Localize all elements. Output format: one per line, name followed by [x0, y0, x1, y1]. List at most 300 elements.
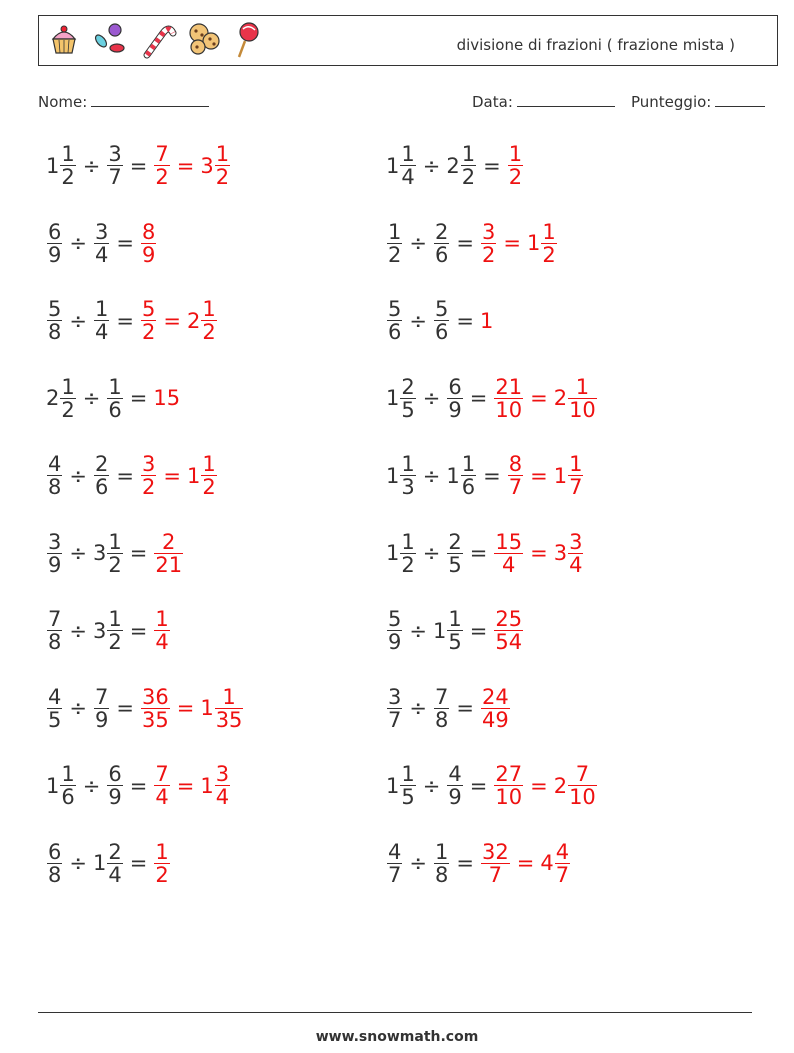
denominator: 21	[155, 552, 183, 577]
divide-sign: ÷	[69, 618, 87, 643]
denominator: 2	[202, 475, 216, 499]
numerator: 1	[202, 452, 216, 476]
numerator: 1	[434, 839, 449, 864]
whole-number: 1	[446, 463, 460, 488]
problem-item	[386, 763, 598, 825]
denominator: 8	[48, 862, 62, 887]
equals-sign: =	[163, 308, 181, 333]
fraction	[447, 531, 462, 576]
whole-number: 2	[46, 386, 60, 410]
numerator: 1	[61, 142, 75, 166]
whole-number: 2	[553, 773, 568, 798]
denominator: 6	[434, 320, 449, 344]
denominator: 7	[569, 475, 583, 499]
denominator: 2	[61, 397, 75, 422]
fraction	[215, 763, 230, 808]
divide-sign: ÷	[409, 308, 427, 333]
answer	[140, 452, 218, 499]
numerator: 36	[141, 684, 169, 709]
denominator: 2	[388, 242, 402, 267]
equals-sign: =	[116, 696, 134, 720]
numerator: 5	[48, 297, 62, 321]
numerator: 6	[448, 374, 462, 399]
problem-item	[46, 221, 157, 283]
answer	[153, 839, 170, 887]
fraction	[434, 221, 449, 266]
numerator: 32	[481, 839, 509, 864]
denominator: 49	[481, 707, 509, 732]
problem-item	[46, 298, 218, 360]
candy-icon	[93, 21, 129, 59]
numerator: 3	[48, 529, 62, 554]
numerator: 7	[434, 684, 449, 709]
numerator: 4	[448, 762, 462, 786]
denominator: 2	[61, 165, 75, 189]
denominator: 6	[94, 475, 109, 499]
score-field	[631, 93, 765, 111]
denominator: 35	[141, 707, 169, 732]
fraction	[461, 453, 476, 498]
denominator: 9	[448, 397, 462, 422]
fraction	[555, 841, 570, 886]
numerator: 1	[61, 374, 75, 399]
denominator: 8	[48, 320, 62, 344]
fraction	[107, 376, 122, 421]
whole-number: 1	[386, 541, 400, 565]
divide-sign: ÷	[82, 773, 101, 798]
numerator: 2	[401, 374, 415, 399]
equals-sign: =	[456, 231, 474, 255]
numerator: 2	[434, 219, 449, 244]
denominator: 3	[401, 475, 415, 499]
denominator: 4	[215, 785, 230, 809]
denominator: 2	[202, 320, 216, 344]
equals-sign: =	[456, 696, 474, 720]
numerator: 1	[448, 607, 462, 631]
score-blank	[715, 105, 765, 107]
denominator: 6	[388, 320, 402, 344]
numerator: 4	[388, 839, 402, 864]
fraction	[215, 686, 244, 731]
fraction	[215, 143, 230, 188]
divide-sign: ÷	[69, 541, 87, 565]
fraction	[508, 143, 523, 188]
numerator: 8	[141, 219, 156, 244]
denominator: 9	[448, 785, 462, 809]
numerator: 1	[542, 219, 556, 244]
date-field	[472, 93, 615, 111]
denominator: 10	[569, 397, 596, 422]
numerator: 4	[48, 684, 62, 709]
numerator: 24	[481, 684, 509, 709]
numerator: 6	[48, 219, 62, 244]
lollipop-icon	[233, 21, 263, 59]
equals-sign: =	[469, 618, 488, 643]
answer	[480, 684, 511, 732]
fraction	[494, 763, 523, 808]
footer-website: www.snowmath.com	[315, 1029, 479, 1045]
equals-sign: =	[116, 463, 134, 488]
denominator: 4	[502, 552, 516, 577]
numerator: 1	[568, 376, 597, 399]
fraction	[154, 763, 169, 808]
divide-sign: ÷	[422, 386, 441, 410]
denominator: 2	[542, 242, 556, 267]
equals-sign: =	[163, 463, 181, 488]
numerator: 1	[108, 529, 122, 554]
denominator: 6	[61, 785, 75, 809]
problem-item	[386, 841, 571, 903]
fraction	[141, 453, 156, 498]
divide-sign: ÷	[82, 153, 101, 178]
divide-sign: ÷	[409, 231, 427, 255]
fraction	[568, 453, 583, 498]
fraction	[47, 841, 62, 886]
numerator: 1	[401, 142, 415, 166]
problem-item	[386, 298, 493, 360]
denominator: 4	[94, 242, 109, 267]
problem-item	[46, 841, 171, 903]
fraction	[387, 686, 402, 731]
equals-sign: =	[530, 773, 548, 798]
numerator: 21	[495, 374, 523, 399]
date-blank	[517, 105, 615, 107]
answer	[493, 607, 524, 654]
divide-sign: ÷	[69, 696, 87, 720]
answer	[493, 529, 584, 577]
numerator: 1	[461, 142, 476, 166]
denominator: 2	[155, 165, 169, 189]
denominator: 4	[155, 630, 169, 654]
denominator: 2	[108, 552, 122, 577]
equals-sign: =	[469, 386, 488, 410]
denominator: 8	[48, 630, 62, 654]
divide-sign: ÷	[422, 541, 441, 565]
problem-item	[46, 608, 171, 670]
problem-item	[46, 453, 218, 515]
numerator: 3	[481, 219, 496, 244]
whole-number: 3	[553, 541, 568, 565]
denominator: 10	[495, 785, 523, 809]
numerator: 1	[108, 607, 122, 631]
fraction	[94, 453, 109, 498]
numerator: 2	[108, 839, 122, 864]
answer	[140, 684, 244, 732]
fraction	[434, 841, 449, 886]
fraction	[447, 608, 462, 653]
fraction	[154, 841, 169, 886]
numerator: 1	[215, 142, 230, 166]
denominator: 5	[448, 630, 462, 654]
denominator: 2	[141, 475, 156, 499]
fraction	[400, 531, 415, 576]
equals-sign: =	[129, 851, 148, 875]
whole-number: 2	[446, 153, 460, 178]
whole-number: 3	[92, 618, 107, 643]
numerator: 8	[508, 452, 523, 476]
denominator: 5	[401, 397, 415, 422]
problem-item	[46, 376, 180, 438]
whole-number: 1	[432, 618, 447, 643]
fraction	[107, 608, 122, 653]
problem-item	[386, 376, 598, 438]
numerator: 1	[401, 762, 415, 786]
numerator: 1	[155, 839, 169, 864]
divide-sign: ÷	[69, 851, 87, 875]
divide-sign: ÷	[69, 231, 87, 255]
denominator: 7	[488, 862, 503, 887]
denominator: 8	[434, 707, 449, 732]
denominator: 4	[569, 552, 583, 577]
denominator: 35	[215, 707, 243, 732]
denominator: 2	[215, 165, 230, 189]
equals-sign: =	[469, 541, 488, 565]
fraction	[47, 686, 62, 731]
fraction	[94, 298, 109, 343]
equals-sign: =	[129, 386, 148, 410]
fraction	[400, 763, 415, 808]
fraction	[400, 376, 415, 421]
problem-item	[46, 686, 244, 748]
whole-number: 1	[386, 153, 400, 178]
fraction	[494, 531, 523, 576]
equals-sign: =	[456, 851, 474, 875]
fraction	[541, 221, 556, 266]
whole-number: 1	[479, 308, 494, 333]
numerator: 3	[388, 684, 402, 709]
whole-number: 3	[200, 153, 214, 178]
fraction	[60, 763, 75, 808]
numerator: 6	[108, 762, 122, 786]
denominator: 8	[48, 475, 62, 499]
numerator: 7	[155, 762, 169, 786]
footer-divider	[38, 1012, 752, 1013]
numerator: 2	[448, 529, 462, 554]
whole-number: 1	[200, 696, 214, 720]
numerator: 7	[155, 142, 169, 166]
numerator: 3	[215, 762, 230, 786]
numerator: 4	[48, 452, 62, 476]
numerator: 1	[108, 374, 122, 399]
problem-item	[46, 763, 231, 825]
worksheet-title: divisione di frazioni ( frazione mista )	[456, 36, 735, 54]
divide-sign: ÷	[409, 618, 427, 643]
fraction	[447, 376, 462, 421]
answer	[153, 607, 170, 654]
denominator: 10	[495, 397, 523, 422]
answer	[153, 762, 231, 809]
denominator: 4	[401, 165, 415, 189]
numerator: 25	[495, 607, 523, 631]
whole-number: 2	[186, 308, 201, 333]
fraction	[141, 298, 156, 343]
fraction	[387, 608, 402, 653]
denominator: 2	[401, 552, 415, 577]
denominator: 9	[48, 242, 62, 267]
fraction	[434, 686, 449, 731]
fraction	[434, 298, 449, 343]
fraction	[154, 531, 183, 576]
equals-sign: =	[530, 386, 548, 410]
whole-number: 2	[553, 386, 568, 410]
answer	[493, 374, 597, 422]
numerator: 2	[94, 452, 109, 476]
problem-item	[386, 221, 558, 283]
whole-number: 1	[553, 463, 568, 488]
denominator: 6	[108, 397, 122, 422]
fraction	[447, 763, 462, 808]
date-label: Data:	[472, 93, 513, 111]
numerator: 1	[569, 452, 583, 476]
denominator: 7	[108, 165, 122, 189]
problem-item	[386, 686, 511, 748]
answer	[140, 219, 157, 267]
answer	[153, 142, 231, 189]
whole-number: 1	[386, 386, 400, 410]
numerator: 1	[461, 452, 476, 476]
equals-sign: =	[530, 463, 548, 488]
equals-sign: =	[176, 773, 195, 798]
numerator: 1	[388, 219, 402, 244]
whole-number: 4	[540, 851, 554, 875]
fraction	[141, 686, 170, 731]
name-field	[38, 93, 209, 111]
numerator: 3	[108, 142, 122, 166]
numerator: 7	[48, 607, 62, 631]
problem-item	[46, 143, 231, 205]
denominator: 9	[94, 707, 109, 732]
numerator: 15	[495, 529, 523, 554]
numerator: 1	[94, 297, 109, 321]
fraction	[201, 298, 216, 343]
fraction	[568, 531, 583, 576]
numerator: 3	[569, 529, 583, 554]
denominator: 54	[495, 630, 523, 654]
answer	[507, 452, 585, 499]
problem-item	[46, 531, 184, 593]
fraction	[494, 608, 523, 653]
problem-item	[386, 531, 584, 593]
fraction	[107, 763, 122, 808]
fraction	[94, 686, 109, 731]
numerator: 5	[141, 297, 156, 321]
equals-sign: =	[176, 153, 195, 178]
divide-sign: ÷	[422, 153, 441, 178]
fraction	[47, 453, 62, 498]
problem-item	[386, 608, 524, 670]
numerator: 1	[202, 297, 216, 321]
whole-number: 1	[526, 231, 541, 255]
fraction	[400, 143, 415, 188]
whole-number: 1	[386, 773, 400, 798]
denominator: 10	[569, 785, 596, 809]
whole-number: 15	[153, 386, 181, 410]
denominator: 2	[155, 862, 169, 887]
name-label: Nome:	[38, 93, 88, 111]
fraction	[60, 143, 75, 188]
fraction	[400, 453, 415, 498]
denominator: 2	[141, 320, 156, 344]
answer	[507, 142, 524, 189]
answer	[480, 219, 558, 267]
whole-number: 3	[92, 541, 107, 565]
answer	[153, 529, 184, 577]
fraction	[387, 221, 402, 266]
fraction	[60, 376, 75, 421]
answer	[493, 762, 597, 809]
name-blank	[91, 105, 209, 107]
fraction	[481, 841, 510, 886]
whole-number: 1	[386, 463, 400, 488]
fraction	[154, 608, 169, 653]
whole-number: 1	[46, 153, 60, 178]
equals-sign: =	[503, 231, 521, 255]
numerator: 1	[401, 452, 415, 476]
denominator: 6	[461, 475, 476, 499]
denominator: 7	[388, 707, 402, 732]
denominator: 7	[388, 862, 402, 887]
numerator: 5	[388, 607, 402, 631]
equals-sign: =	[129, 541, 148, 565]
answer	[480, 308, 493, 332]
fraction	[107, 531, 122, 576]
denominator: 5	[401, 785, 415, 809]
problem-item	[386, 143, 524, 205]
equals-sign: =	[129, 773, 148, 798]
fraction	[107, 841, 122, 886]
numerator: 6	[48, 839, 62, 864]
denominator: 6	[434, 242, 449, 267]
denominator: 4	[108, 862, 122, 887]
cookies-icon	[185, 21, 225, 59]
equals-sign: =	[116, 308, 134, 333]
denominator: 7	[555, 862, 570, 887]
whole-number: 1	[92, 851, 107, 875]
numerator: 1	[155, 607, 169, 631]
equals-sign: =	[530, 541, 548, 565]
whole-number: 1	[200, 773, 214, 798]
denominator: 2	[481, 242, 496, 267]
worksheet-header	[38, 15, 778, 66]
fraction	[47, 298, 62, 343]
fraction	[47, 608, 62, 653]
denominator: 7	[508, 475, 523, 499]
equals-sign: =	[483, 153, 501, 178]
numerator: 7	[94, 684, 109, 709]
candy-cane-icon	[141, 21, 177, 59]
equals-sign: =	[116, 231, 134, 255]
fraction	[94, 221, 109, 266]
fraction	[461, 143, 476, 188]
denominator: 5	[448, 552, 462, 577]
fraction	[387, 841, 402, 886]
divide-sign: ÷	[69, 308, 87, 333]
numerator: 1	[61, 762, 75, 786]
denominator: 4	[94, 320, 109, 344]
divide-sign: ÷	[82, 386, 101, 410]
equals-sign: =	[469, 773, 488, 798]
fraction	[387, 298, 402, 343]
denominator: 2	[108, 630, 122, 654]
fraction	[508, 453, 523, 498]
fraction	[568, 763, 597, 808]
equals-sign: =	[129, 153, 148, 178]
equals-sign: =	[176, 696, 195, 720]
numerator: 27	[495, 762, 523, 786]
answer	[480, 839, 571, 887]
fraction	[107, 143, 122, 188]
divide-sign: ÷	[409, 851, 427, 875]
